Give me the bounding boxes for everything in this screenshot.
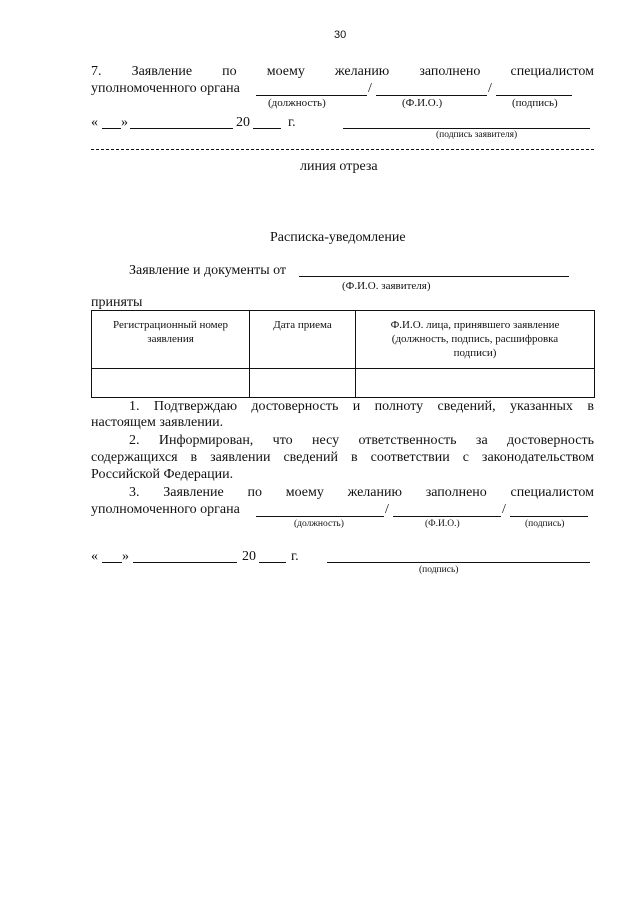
fio-blank-line <box>376 95 487 96</box>
word: что <box>272 433 293 448</box>
cell-registration-number <box>92 369 250 398</box>
word: достоверность <box>507 433 594 448</box>
word: в <box>587 399 594 414</box>
word: сведений <box>283 450 339 465</box>
signature-blank-line <box>496 95 572 96</box>
signature-line-2 <box>327 562 590 563</box>
cut-line-label: линия отреза <box>300 159 378 174</box>
word: 2. <box>129 433 140 448</box>
word: специалистом <box>510 485 594 500</box>
day-blank-line-2 <box>102 562 122 563</box>
slash-3: / <box>385 502 389 517</box>
word: за <box>475 433 488 448</box>
word: заполнено <box>419 64 481 79</box>
word: несу <box>312 433 340 448</box>
word: соответствии <box>370 450 450 465</box>
word: желанию <box>347 485 402 500</box>
quote-open-2: « <box>91 549 98 564</box>
word: специалистом <box>510 64 594 79</box>
header-accepting-person: Ф.И.О. лица, принявшего заявление (должность, подпись, расшифровка подписи) <box>356 311 595 369</box>
word: 1. <box>129 399 140 414</box>
year-prefix-2: 20 <box>242 549 256 564</box>
year-blank-line-2 <box>259 562 286 563</box>
word: Заявление <box>131 64 193 79</box>
word: заявлении <box>210 450 271 465</box>
section7-line1 <box>91 63 594 80</box>
header-registration-number: Регистрационный номер заявления <box>92 311 250 369</box>
page-number: 30 <box>334 29 347 41</box>
word: указанных <box>509 399 573 414</box>
word: ответственность <box>358 433 457 448</box>
slash-1: / <box>368 81 372 96</box>
table-header-row <box>92 311 595 369</box>
table-row <box>92 369 595 398</box>
paragraph3-line1 <box>129 484 594 501</box>
paragraph2-line2 <box>91 449 594 466</box>
word: Информирован, <box>158 433 254 448</box>
position-blank-line <box>256 95 367 96</box>
paragraph2-line1 <box>129 432 594 449</box>
paragraph2-line3: Российской Федерации. <box>91 467 234 482</box>
word: моему <box>285 485 324 500</box>
slash-4: / <box>502 502 506 517</box>
word: по <box>247 485 262 500</box>
caption-signature-2: (подпись) <box>525 519 565 529</box>
word: заполнено <box>425 485 487 500</box>
year-suffix: г. <box>288 115 296 130</box>
caption-fio-2: (Ф.И.О.) <box>425 519 460 529</box>
receipt-table <box>91 310 595 398</box>
caption-applicant-fio: (Ф.И.О. заявителя) <box>342 280 431 292</box>
caption-position: (должность) <box>268 97 326 109</box>
fio-blank-line-2 <box>393 516 501 517</box>
word: законодательством <box>481 450 594 465</box>
header-receipt-date: Дата приема <box>250 311 356 369</box>
word: сведений, <box>437 399 496 414</box>
word: по <box>222 64 237 79</box>
paragraph1-line1 <box>129 398 594 415</box>
word: полноту <box>374 399 424 414</box>
docs-from-label: Заявление и документы от <box>129 263 287 278</box>
word: желанию <box>334 64 390 79</box>
year-blank-line <box>253 128 281 129</box>
quote-open: « <box>91 115 98 130</box>
caption-fio: (Ф.И.О.) <box>402 97 443 109</box>
signature-blank-line-2 <box>510 516 588 517</box>
caption-applicant-signature: (подпись заявителя) <box>436 130 518 140</box>
receipt-title: Расписка-уведомление <box>270 230 406 245</box>
word: в <box>351 450 358 465</box>
month-blank-line-2 <box>133 562 237 563</box>
paragraph3-line2-lead: уполномоченного органа <box>91 502 240 517</box>
year-prefix: 20 <box>236 115 250 130</box>
word: моему <box>266 64 305 79</box>
slash-2: / <box>488 81 492 96</box>
quote-close-2: » <box>122 549 129 564</box>
word: и <box>352 399 361 414</box>
month-blank-line <box>130 128 233 129</box>
day-blank-line <box>102 128 121 129</box>
word: достоверность <box>251 399 339 414</box>
caption-signature: (подпись) <box>512 97 558 109</box>
section7-line2-lead: уполномоченного органа <box>91 81 240 96</box>
caption-signature-3: (подпись) <box>419 565 459 575</box>
word: 7. <box>91 64 102 79</box>
caption-position-2: (должность) <box>294 519 344 529</box>
word: в <box>190 450 198 465</box>
word: Подтверждаю <box>153 399 238 414</box>
year-suffix-2: г. <box>291 549 299 564</box>
accepted-label: приняты <box>91 295 143 310</box>
word: содержащихся <box>91 450 178 465</box>
word: 3. <box>129 485 140 500</box>
cell-receipt-date <box>250 369 356 398</box>
applicant-fio-line <box>299 276 569 277</box>
word: Заявление <box>163 485 224 500</box>
cut-line <box>91 149 594 150</box>
position-blank-line-2 <box>256 516 384 517</box>
word: с <box>462 450 469 465</box>
paragraph1-line2: настоящем заявлении. <box>91 415 224 430</box>
cell-accepting-person <box>356 369 595 398</box>
quote-close: » <box>121 115 128 130</box>
